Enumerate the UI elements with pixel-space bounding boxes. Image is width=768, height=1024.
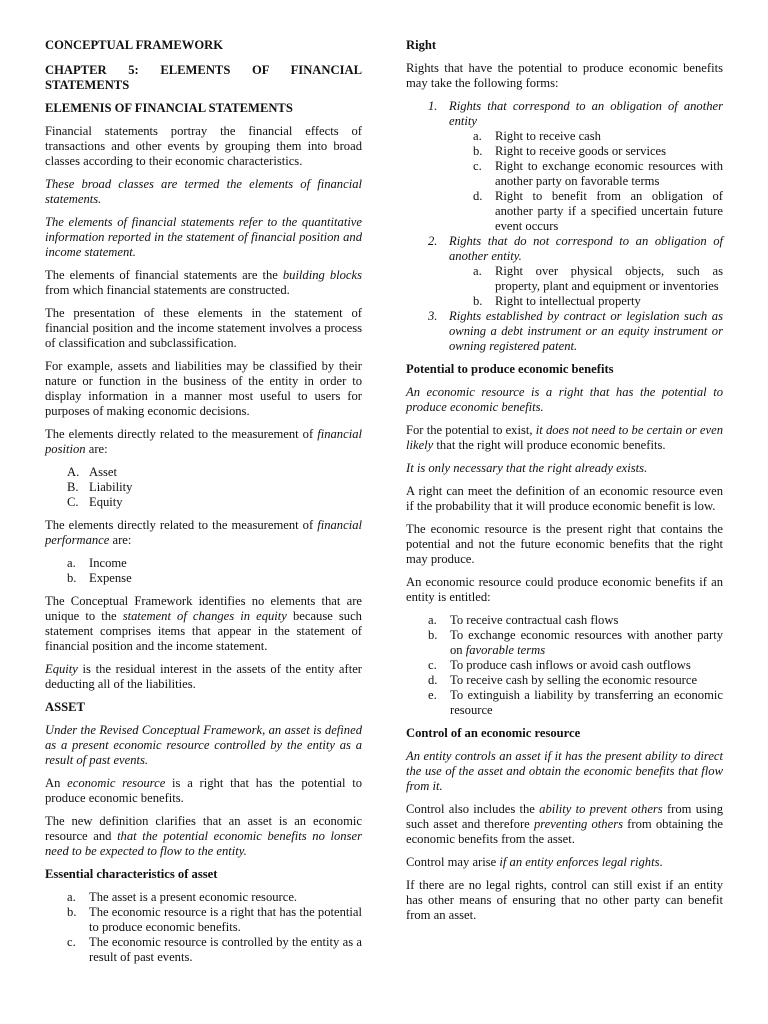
essential-characteristics-list bbox=[67, 890, 362, 965]
paragraph: The presentation of these elements in the statement of financial position and the income statement involves a process of classification and subclassification. bbox=[45, 306, 362, 350]
list-item: 1. Rights that correspond to an obligation of another entity bbox=[428, 99, 723, 128]
list-item: c. Right to exchange economic resources with another party on favorable terms bbox=[473, 159, 723, 188]
list-item: a. Right over physical objects, such as property, plant and equipment or inventories bbox=[473, 264, 723, 293]
entitled-list bbox=[428, 613, 723, 718]
list-item: b. Expense bbox=[67, 571, 132, 585]
list-item: a. The asset is a present economic resource. bbox=[67, 890, 298, 904]
paragraph: For the potential to exist, it does not need to be certain or even likely that the right will produce economic benefits. bbox=[406, 423, 723, 452]
paragraph: The elements directly related to the measurement of financial performance are: bbox=[45, 518, 362, 547]
paragraph: The economic resource is the present right that contains the potential and not the future economic benefits that the right may produce. bbox=[406, 522, 723, 566]
list-item: C. Equity bbox=[67, 495, 123, 509]
paragraph: Financial statements portray the financial effects of transactions and other events by grouping them into broad classes according to their economic characteristics. bbox=[45, 124, 362, 168]
paragraph: These broad classes are termed the elements of financial statements. bbox=[45, 177, 362, 206]
list-item: 3. Rights established by contract or legislation such as owning a debt instrument or an equity instrument or owning registered patent. bbox=[428, 309, 723, 353]
potential-heading: Potential to produce economic benefits bbox=[406, 362, 614, 376]
right-heading: Right bbox=[406, 38, 437, 52]
list-item: d. Right to benefit from an obligation of another party if a specified uncertain future event occurs bbox=[473, 189, 723, 233]
paragraph: An economic resource could produce economic benefits if an entity is entitled: bbox=[406, 575, 723, 604]
paragraph: Control may arise if an entity enforces legal rights. bbox=[406, 855, 663, 869]
control-heading: Control of an economic resource bbox=[406, 726, 581, 740]
paragraph: The elements directly related to the measurement of financial position are: bbox=[45, 427, 362, 456]
sub-list bbox=[473, 264, 723, 309]
list-item: B. Liability bbox=[67, 480, 133, 494]
paragraph: The Conceptual Framework identifies no elements that are unique to the statement of changes in equity because such statement comprises items that appear in the statement of financial position and the income statement. bbox=[45, 594, 362, 653]
chapter-heading: CHAPTER 5: ELEMENTS OF FINANCIAL STATEMENTS bbox=[45, 63, 362, 92]
section-heading: ELEMENIS OF FINANCIAL STATEMENTS bbox=[45, 101, 293, 115]
paragraph: The elements of financial statements are the building blocks from which financial statements are constructed. bbox=[45, 268, 363, 297]
rights-forms-list bbox=[428, 99, 723, 354]
list-item: b. Right to intellectual property bbox=[473, 294, 641, 308]
paragraph: For example, assets and liabilities may be classified by their nature or function in the business of the entity in order to display information in a manner most useful to users for purposes of making economic decisions. bbox=[45, 359, 362, 418]
list-item: b. To exchange economic resources with another party on favorable terms bbox=[428, 628, 723, 657]
paragraph: A right can meet the definition of an economic resource even if the probability that it will produce economic benefit is low. bbox=[406, 484, 723, 513]
paragraph: Equity is the residual interest in the assets of the entity after deducting all of the liabilities. bbox=[45, 662, 362, 691]
list-item: 2. Rights that do not correspond to an obligation of another entity. bbox=[428, 234, 723, 263]
paragraph: An economic resource is a right that has the potential to produce economic benefits. bbox=[45, 776, 362, 805]
paragraph: The new definition clarifies that an asset is an economic resource and that the potential economic benefits no lonser need to be expected to flow to the entity. bbox=[45, 814, 362, 858]
document-title: CONCEPTUAL FRAMEWORK bbox=[45, 38, 224, 52]
list-item: A. Asset bbox=[67, 465, 117, 479]
list-item: e. To extinguish a liability by transferring an economic resource bbox=[428, 688, 723, 717]
list-item: a. Income bbox=[67, 556, 127, 570]
essential-characteristics-heading: Essential characteristics of asset bbox=[45, 867, 218, 881]
paragraph: Under the Revised Conceptual Framework, an asset is defined as a present economic resource controlled by the entity as a result of past events. bbox=[45, 723, 362, 767]
paragraph: An economic resource is a right that has the potential to produce economic benefits. bbox=[406, 385, 723, 414]
list-item: b. The economic resource is a right that has the potential to produce economic benefits. bbox=[67, 905, 362, 934]
paragraph: The elements of financial statements refer to the quantitative information reported in the statement of financial position and income statement. bbox=[45, 215, 362, 259]
list-item: b. Right to receive goods or services bbox=[473, 144, 667, 158]
list-item: c. To produce cash inflows or avoid cash outflows bbox=[428, 658, 691, 672]
sub-list bbox=[473, 129, 723, 234]
paragraph: Rights that have the potential to produce economic benefits may take the following forms: bbox=[406, 61, 723, 90]
list-item: d. To receive cash by selling the economic resource bbox=[428, 673, 698, 687]
right-column bbox=[406, 38, 723, 931]
list-item: a. To receive contractual cash flows bbox=[428, 613, 619, 627]
paragraph: An entity controls an asset if it has the present ability to direct the use of the asset and obtain the economic benefits that flow from it. bbox=[406, 749, 723, 793]
list-item: a. Right to receive cash bbox=[473, 129, 601, 143]
financial-performance-list bbox=[67, 556, 362, 586]
paragraph: Control also includes the ability to prevent others from using such asset and therefore preventing others from obtaining the economic benefits from the asset. bbox=[406, 802, 724, 846]
paragraph: If there are no legal rights, control can still exist if an entity has other means of ensuring that no other party can benefit from an asset. bbox=[406, 878, 723, 922]
asset-heading: ASSET bbox=[45, 700, 85, 714]
financial-position-list bbox=[67, 465, 362, 510]
paragraph: It is only necessary that the right already exists. bbox=[406, 461, 648, 475]
list-item: c. The economic resource is controlled by the entity as a result of past events. bbox=[67, 935, 362, 964]
left-column bbox=[45, 38, 362, 965]
